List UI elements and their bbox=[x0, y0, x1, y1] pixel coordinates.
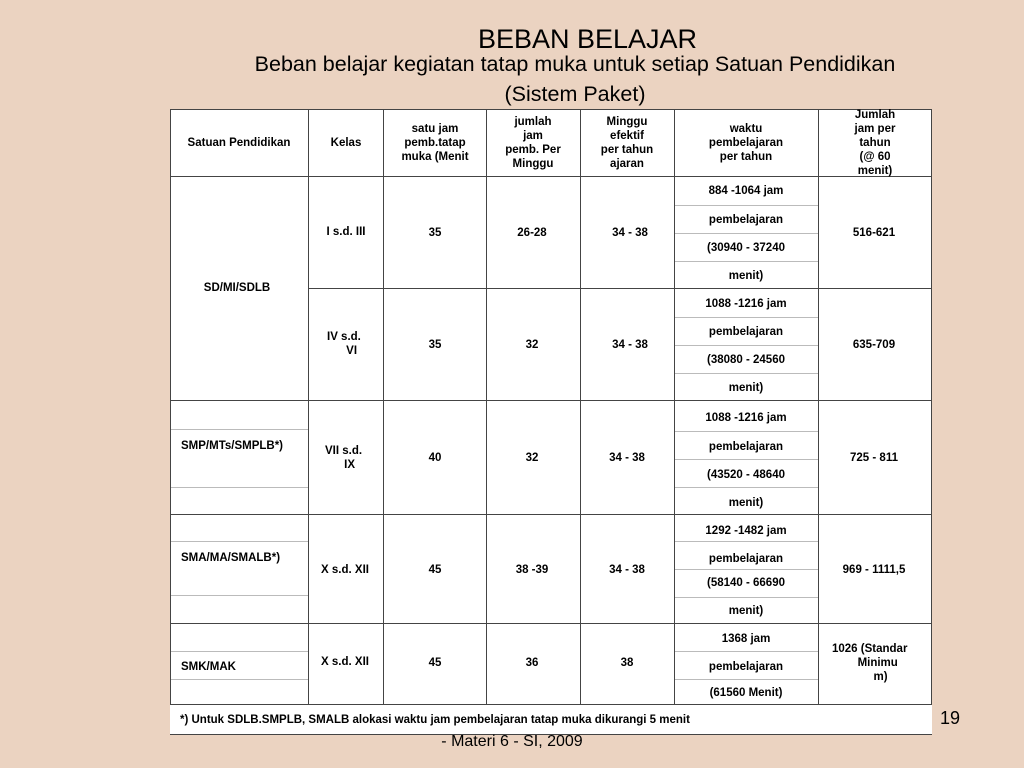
row1-waktu-line: (30940 - 37240 bbox=[706, 242, 786, 254]
row1-waktu-line: pembelajaran bbox=[708, 214, 784, 226]
row1-jumlah-tahun: 516-621 bbox=[852, 227, 896, 239]
row4-minggu: 34 - 38 bbox=[609, 564, 645, 576]
row3-menit: 40 bbox=[428, 452, 442, 464]
row3-waktu-line: 1088 -1216 jam bbox=[705, 412, 787, 424]
row4-jumlah-tahun: 969 - 1111,5 bbox=[842, 564, 906, 576]
row1-minggu: 34 - 38 bbox=[612, 227, 648, 239]
row3-waktu-line: menit) bbox=[728, 497, 764, 509]
row3-jumlah-tahun: 725 - 811 bbox=[850, 452, 898, 464]
header-satuan-pendidikan: Satuan Pendidikan bbox=[187, 137, 291, 149]
satuan-sd: SD/MI/SDLB bbox=[203, 282, 271, 294]
satuan-smk: SMK/MAK bbox=[181, 661, 236, 673]
row2-jumlah-jam: 32 bbox=[525, 339, 539, 351]
row4-menit: 45 bbox=[428, 564, 442, 576]
header-jumlah-jam: jumlah jam pemb. Per Minggu bbox=[505, 116, 561, 170]
row2-kelas: IV s.d. VI bbox=[327, 331, 361, 357]
row2-waktu-line: (38080 - 24560 bbox=[706, 354, 786, 366]
header-jumlah-per-tahun: Jumlah jam per tahun (@ 60 menit) bbox=[854, 109, 896, 177]
header-kelas: Kelas bbox=[330, 137, 362, 149]
header-satu-jam: satu jam pemb.tatap muka (Menit bbox=[401, 123, 469, 163]
slide-title: BEBAN BELAJAR bbox=[477, 24, 698, 54]
row3-minggu: 34 - 38 bbox=[609, 452, 645, 464]
row2-waktu-line: menit) bbox=[728, 382, 764, 394]
beban-belajar-table bbox=[170, 109, 932, 735]
row1-waktu-line: menit) bbox=[728, 270, 764, 282]
satuan-smp: SMP/MTs/SMPLB*) bbox=[181, 440, 284, 452]
row2-jumlah-tahun: 635-709 bbox=[852, 339, 896, 351]
row5-minggu: 38 bbox=[620, 657, 634, 669]
row2-waktu-line: 1088 -1216 jam bbox=[705, 298, 787, 310]
row4-waktu-line: pembelajaran bbox=[708, 553, 784, 565]
row3-waktu-line: pembelajaran bbox=[708, 441, 784, 453]
row5-waktu-line: pembelajaran bbox=[708, 661, 784, 673]
row1-jumlah-jam: 26-28 bbox=[517, 227, 547, 239]
row1-menit: 35 bbox=[428, 227, 442, 239]
row5-kelas: X s.d. XII bbox=[321, 656, 369, 668]
row5-jumlah-tahun: 1026 (Standar Minimu m) bbox=[832, 643, 908, 683]
row4-waktu-line: menit) bbox=[728, 605, 764, 617]
header-minggu-efektif: Minggu efektif per tahun ajaran bbox=[600, 116, 654, 170]
header-waktu-pembelajaran: waktu pembelajaran per tahun bbox=[708, 123, 784, 163]
row5-waktu-line: 1368 jam bbox=[721, 633, 771, 645]
row3-kelas: VII s.d. IX bbox=[325, 445, 363, 471]
row5-jumlah-jam: 36 bbox=[525, 657, 539, 669]
row5-waktu-line: (61560 Menit) bbox=[709, 687, 783, 699]
satuan-sma: SMA/MA/SMALB*) bbox=[181, 552, 281, 564]
row4-waktu-line: (58140 - 66690 bbox=[706, 577, 786, 589]
row1-waktu-line: 884 -1064 jam bbox=[708, 185, 784, 197]
row5-menit: 45 bbox=[428, 657, 442, 669]
row4-kelas: X s.d. XII bbox=[321, 564, 369, 576]
row3-waktu-line: (43520 - 48640 bbox=[706, 469, 786, 481]
slide-subtitle: Beban belajar kegiatan tatap muka untuk setiap Satuan Pendidikan (Sistem Paket) bbox=[254, 52, 896, 106]
row1-kelas: I s.d. III bbox=[326, 226, 366, 238]
row2-minggu: 34 - 38 bbox=[612, 339, 648, 351]
row4-jumlah-jam: 38 -39 bbox=[515, 564, 549, 576]
page-number: 19 bbox=[940, 708, 961, 728]
row2-menit: 35 bbox=[428, 339, 442, 351]
table-footnote: *) Untuk SDLB.SMPLB, SMALB alokasi waktu jam pembelajaran tatap muka dikurangi 5 menit bbox=[180, 714, 690, 726]
row2-waktu-line: pembelajaran bbox=[708, 326, 784, 338]
row4-waktu-line: 1292 -1482 jam bbox=[705, 525, 787, 537]
slide-footer: - Materi 6 - SI, 2009 bbox=[441, 733, 583, 750]
row3-jumlah-jam: 32 bbox=[525, 452, 539, 464]
